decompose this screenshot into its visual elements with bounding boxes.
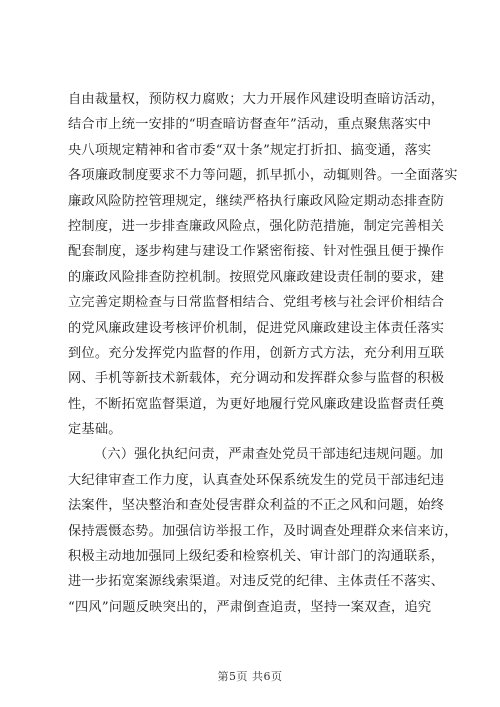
text-line: 廉政风险防控管理规定，继续严格执行廉政风险定期动态排查防 <box>68 193 445 209</box>
text-line: 央八项规定精神和省市委“双十条”规定打折扣、搞变通，落实 <box>68 142 432 158</box>
text-line: 配套制度，逐步构建与建设工作紧密衔接、针对性强且便于操作 <box>68 244 445 260</box>
text-line: 立完善定期检查与日常监督相结合、党组考核与社会评价相结合 <box>68 295 445 311</box>
text-line: 定基础。 <box>68 422 122 438</box>
text-line: 自由裁量权，预防权力腐败；大力开展作风建设明查暗访活动， <box>68 92 445 107</box>
text-line: “四风”问题反映突出的，严肃倒查追责，坚持一案双查，追究 <box>68 599 432 615</box>
text-line: 到位。充分发挥党内监督的作用，创新方式方法，充分利用互联 <box>68 345 445 361</box>
body-text <box>68 87 458 620</box>
paragraph-start-line: （六）强化执纪问责，严肃查处党员干部违纪违规问题。加 <box>94 447 444 463</box>
text-line: 网、手机等新技术新载体，充分调动和发挥群众参与监督的积极 <box>68 371 445 387</box>
text-line: 控制度，进一步排查廉政风险点，强化防范措施，制定完善相关 <box>68 218 445 234</box>
text-line: 的廉政风险排查防控机制。按照党风廉政建设责任制的要求，建 <box>68 269 445 285</box>
page-number-footer: 第5页 共6页 <box>217 670 283 683</box>
text-line: 保持震慑态势。加强信访举报工作，及时调查处理群众来信来访， <box>68 523 458 539</box>
text-line: 结合市上统一安排的“明查暗访督查年”活动，重点聚焦落实中 <box>68 117 432 133</box>
text-line: 进一步拓宽案源线索渠道。对违反党的纪律、主体责任不落实、 <box>68 574 445 590</box>
text-line: 大纪律审查工作力度，认真查处环保系统发生的党员干部违纪违 <box>68 472 445 488</box>
text-line: 的党风廉政建设考核评价机制，促进党风廉政建设主体责任落实 <box>68 320 445 336</box>
text-line: 各项廉政制度要求不力等问题，抓早抓小，动辄则咎。一全面落实 <box>68 168 458 184</box>
text-line: 性，不断拓宽监督渠道，为更好地履行党风廉政建设监督责任奠 <box>68 396 445 412</box>
text-line: 法案件，坚决整治和查处侵害群众利益的不正之风和问题，始终 <box>68 498 445 514</box>
text-line: 积极主动地加强同上级纪委和检察机关、审计部门的沟通联系， <box>68 549 445 565</box>
